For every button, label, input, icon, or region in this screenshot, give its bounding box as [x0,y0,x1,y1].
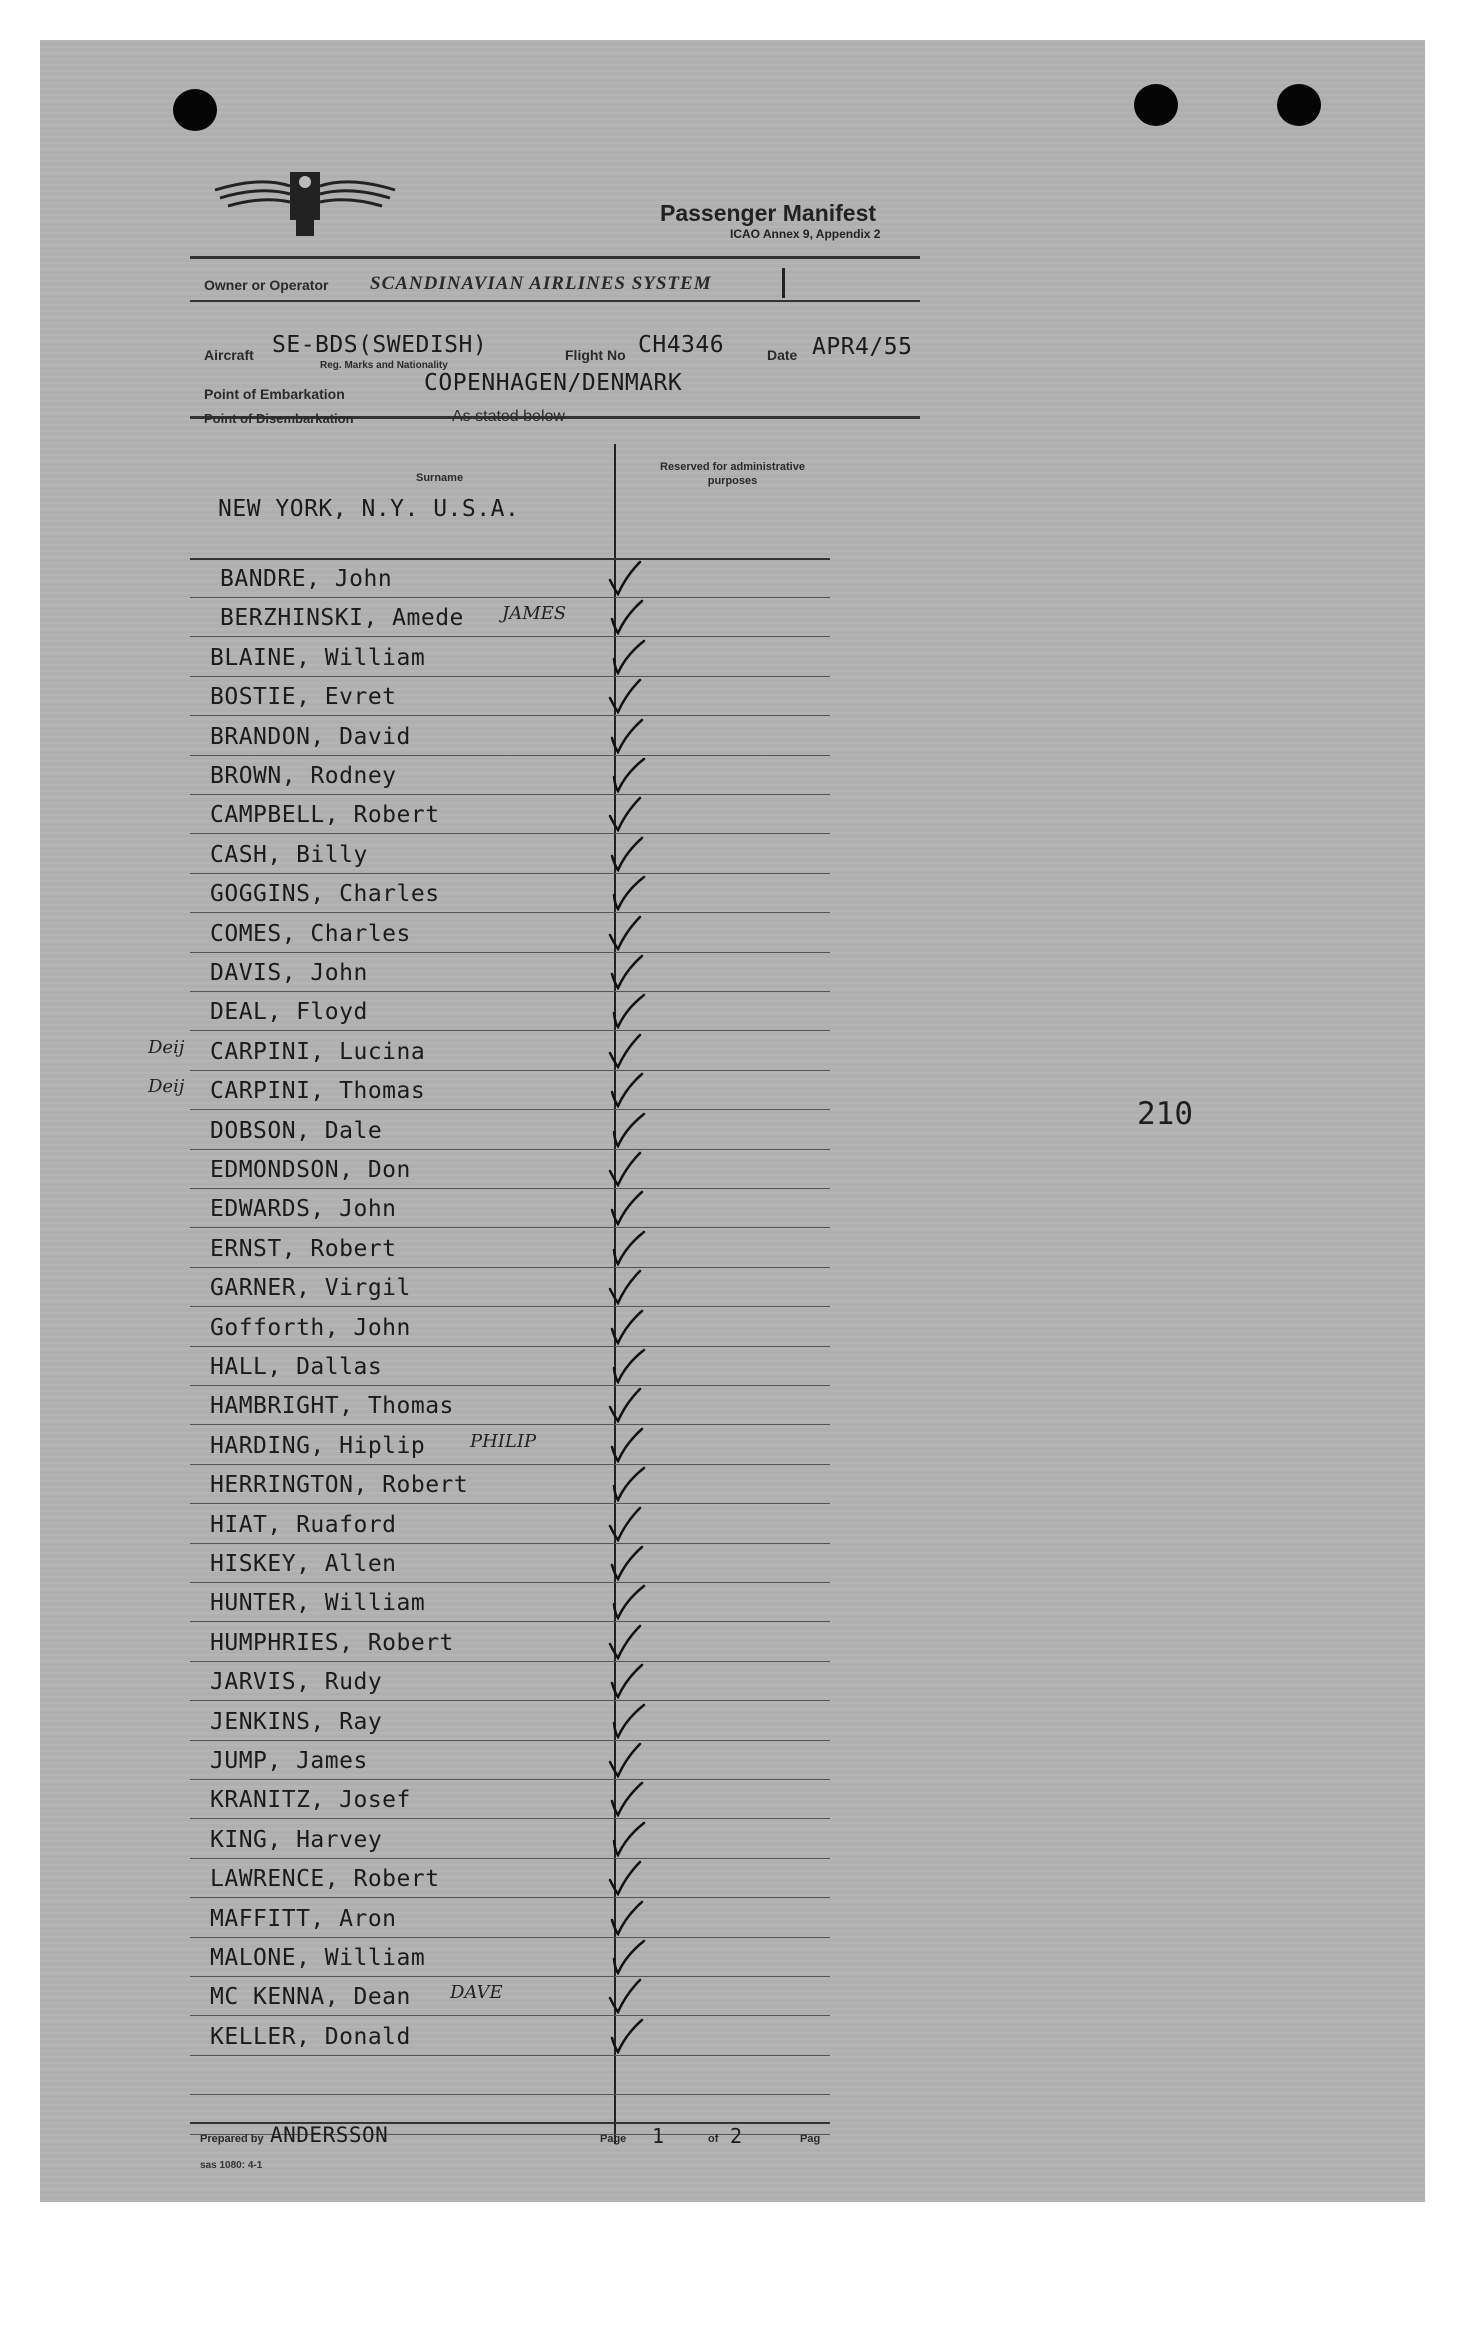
check-mark-icon [600,1781,660,1817]
owner-label: Owner or Operator [204,277,329,293]
surname-header: Surname [416,472,464,484]
flight-value: CH4346 [638,332,725,358]
passenger-name: KING, Harvey [210,1826,383,1853]
handwritten-annotation: PHILIP [470,1430,537,1452]
check-mark-icon [600,1151,660,1187]
check-mark-icon [600,875,660,911]
row-rule [190,1149,830,1150]
check-mark-icon [600,1860,660,1896]
check-mark-icon [600,1033,660,1069]
date-label: Date [767,347,798,363]
handwritten-annotation: JAMES [502,603,567,625]
passenger-name: HARDING, Hiplip [210,1432,426,1459]
row-rule [190,873,830,874]
row-rule [190,1109,830,1110]
row-rule [190,1306,830,1307]
check-mark-icon [600,1269,660,1305]
flight-label: Flight No [565,347,626,363]
passenger-name: MAFFITT, Aron [210,1905,397,1932]
row-rule [190,1661,830,1662]
check-mark-icon [600,1506,660,1542]
check-mark-icon [600,993,660,1029]
check-mark-icon [600,1309,660,1345]
punch-hole-right [1277,84,1321,126]
check-mark-icon [600,1190,660,1226]
row-rule [190,676,830,677]
check-mark-icon [600,560,660,596]
check-mark-icon [600,1703,660,1739]
row-rule [190,1424,830,1425]
aircraft-label: Aircraft [204,347,254,363]
row-rule [190,1346,830,1347]
check-mark-icon [600,1663,660,1699]
check-mark-icon [600,1230,660,1266]
passenger-name: DAVIS, John [210,960,368,986]
row-rule [190,794,830,795]
row-rule [190,912,830,913]
passenger-name: JENKINS, Ray [210,1708,383,1735]
row-rule [190,2055,830,2056]
row-rule [190,1858,830,1859]
row-rule [190,1976,830,1977]
row-rule [190,1779,830,1780]
row-rule [190,1227,830,1228]
passenger-name: BANDRE, John [220,566,393,592]
passenger-name: EDMONDSON, Don [210,1157,411,1183]
row-rule [190,1897,830,1898]
passenger-name: HIAT, Ruaford [210,1511,397,1538]
passenger-name: KRANITZ, Josef [210,1787,411,1814]
passenger-name: DEAL, Floyd [210,999,368,1026]
reserved-header: Reserved for administrative purposes [660,461,805,487]
passenger-name: LAWRENCE, Robert [210,1866,440,1893]
handwritten-annotation: DAVE [450,1982,503,2004]
embarkation-label: Point of Embarkation [204,386,345,402]
check-mark-icon [600,599,660,635]
passenger-name: EDWARDS, John [210,1196,397,1223]
manifest-title: Passenger Manifest [660,200,877,226]
row-rule [190,952,830,953]
passenger-name: DOBSON, Dale [210,1117,383,1144]
check-mark-icon [600,1821,660,1857]
passenger-name: MALONE, William [210,1945,426,1971]
row-rule [190,991,830,992]
of-label: of [708,2133,719,2145]
pag-label: Pag [800,2133,821,2145]
passenger-name: CARPINI, Lucina [210,1038,426,1065]
destination-heading: NEW YORK, N.Y. U.S.A. [218,496,520,522]
row-rule [190,558,830,560]
owner-value: SCANDINAVIAN AIRLINES SYSTEM [370,273,712,294]
passenger-name: Gofforth, John [210,1314,411,1341]
check-mark-icon [600,1900,660,1936]
check-mark-icon [600,1387,660,1423]
row-rule [190,1543,830,1544]
passenger-name: COMES, Charles [210,920,411,947]
passenger-name: MC KENNA, Dean [210,1984,411,2011]
check-mark-icon [600,796,660,832]
row-rule [190,1937,830,1938]
row-rule [190,1503,830,1504]
row-rule [190,1464,830,1465]
punch-hole-left [173,89,217,131]
page-value: 1 [652,2124,665,2148]
row-rule [190,1070,830,1071]
check-mark-icon [600,757,660,793]
check-mark-icon [600,1742,660,1778]
row-rule [190,1621,830,1622]
reg-marks-label: Reg. Marks and Nationality [320,360,448,371]
passenger-name: BRANDON, David [210,723,411,750]
passenger-name: JARVIS, Rudy [210,1669,383,1696]
check-mark-icon [600,1545,660,1581]
disembarkation-value: As stated below [452,408,565,425]
owner-tick [782,268,785,298]
row-rule [190,1700,830,1701]
passenger-name: BLAINE, William [210,644,426,671]
check-mark-icon [600,1112,660,1148]
of-value: 2 [730,2124,743,2148]
row-rule [190,636,830,637]
manifest-subtitle: ICAO Annex 9, Appendix 2 [730,227,881,241]
airline-logo-icon [210,160,400,240]
date-value: APR4/55 [812,334,913,360]
check-mark-icon [600,836,660,872]
rule-owner [190,300,920,302]
passenger-name: HALL, Dallas [210,1354,383,1380]
check-mark-icon [600,1584,660,1620]
check-mark-icon [600,639,660,675]
passenger-name: BOSTIE, Evret [210,684,397,711]
handwritten-annotation: Deij [148,1076,185,1098]
passenger-name: CAMPBELL, Robert [210,802,440,829]
row-rule [190,2015,830,2016]
row-rule [190,715,830,716]
passenger-name: HUMPHRIES, Robert [210,1629,454,1656]
row-rule [190,755,830,756]
check-mark-icon [600,2018,660,2054]
handwritten-annotation: Deij [148,1036,185,1058]
passenger-name: CARPINI, Thomas [210,1078,426,1105]
passenger-name: HERRINGTON, Robert [210,1472,469,1499]
row-rule [190,1818,830,1819]
row-rule [190,833,830,834]
row-rule [190,1188,830,1189]
passenger-name: BROWN, Rodney [210,763,397,789]
passenger-name: KELLER, Donald [210,2023,411,2050]
prepared-value: ANDERSSON [270,2123,389,2147]
page-label: Page [600,2133,627,2145]
row-rule [190,1740,830,1741]
check-mark-icon [600,1348,660,1384]
row-rule [190,2094,830,2095]
passenger-name: JUMP, James [210,1748,368,1774]
passenger-name: GOGGINS, Charles [210,881,440,908]
row-rule [190,597,830,598]
check-mark-icon [600,915,660,951]
page-stamp-number: 210 [1137,1096,1193,1132]
form-number: sas 1080: 4-1 [200,2160,263,2171]
check-mark-icon [600,678,660,714]
disembarkation-label: Point of Disembarkation [204,411,354,426]
passenger-name: BERZHINSKI, Amede [220,605,464,632]
check-mark-icon [600,1072,660,1108]
passenger-name: CASH, Billy [210,841,368,868]
passenger-name: ERNST, Robert [210,1235,397,1262]
punch-hole-middle [1134,84,1178,126]
manifest-document [40,40,1425,2202]
embarkation-value: COPENHAGEN/DENMARK [424,370,683,396]
check-mark-icon [600,1466,660,1502]
check-mark-icon [600,1939,660,1975]
passenger-name: GARNER, Virgil [210,1275,411,1302]
aircraft-value: SE-BDS(SWEDISH) [272,332,488,358]
rule-header-top [190,256,920,259]
row-rule [190,1030,830,1031]
check-mark-icon [600,1624,660,1660]
check-mark-icon [600,1978,660,2014]
row-rule [190,1385,830,1386]
row-rule [190,1267,830,1268]
passenger-name: HUNTER, William [210,1590,426,1617]
check-mark-icon [600,954,660,990]
check-mark-icon [600,718,660,754]
prepared-label: Prepared by [200,2133,264,2145]
check-mark-icon [600,1427,660,1463]
passenger-name: HISKEY, Allen [210,1551,397,1577]
passenger-name: HAMBRIGHT, Thomas [210,1393,454,1420]
row-rule [190,1582,830,1583]
